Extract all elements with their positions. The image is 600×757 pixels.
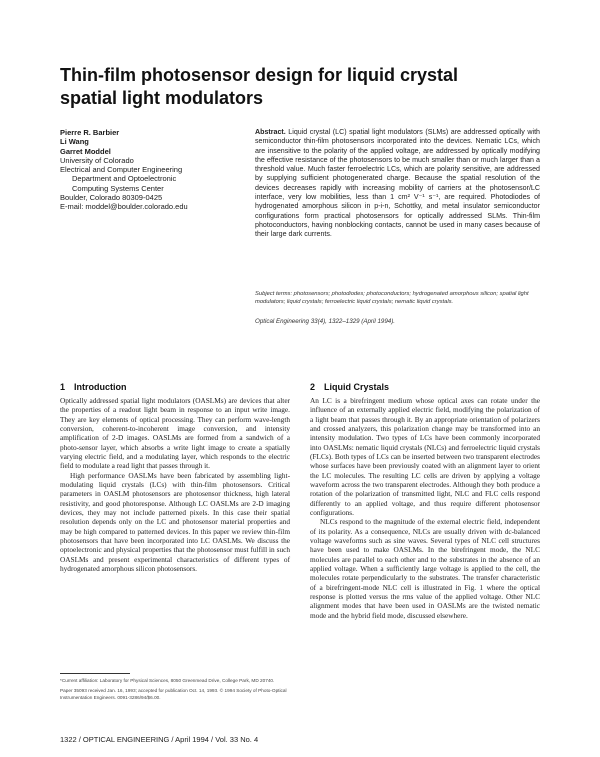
footnote: *Current affiliation: Laboratory for Physical Sciences, 8050 Greenmead Drive, College Park, MD 20740. bbox=[60, 678, 275, 683]
citation: Optical Engineering 33(4), 1322–1329 (April 1994). bbox=[255, 318, 395, 325]
section-title: Liquid Crystals bbox=[324, 382, 390, 392]
page-footer: 1322 / OPTICAL ENGINEERING / April 1994 / Vol. 33 No. 4 bbox=[60, 735, 259, 744]
footnotes bbox=[60, 678, 290, 705]
title-line-2: spatial light modulators bbox=[60, 88, 264, 108]
abstract bbox=[255, 128, 540, 240]
section-number: 2 bbox=[310, 382, 316, 392]
author-name: Pierre R. Barbier bbox=[60, 128, 120, 137]
author-name: Garret Moddel bbox=[60, 146, 111, 156]
title-line-1: Thin-film photosensor design for liquid crystal bbox=[60, 65, 459, 85]
paper-title bbox=[60, 64, 540, 110]
section-number: 1 bbox=[60, 382, 66, 392]
section-2-body bbox=[310, 396, 540, 620]
footnote: Paper 35093 received Jan. 16, 1993; accepted for publication Oct. 14, 1993. © 1994 Society of Photo-Optical Instrumentation Engineers. 0091-3286/94/$6.00. bbox=[60, 688, 287, 700]
abstract-text: Liquid crystal (LC) spatial light modulators (SLMs) are addressed optically with semiconductor thin-film photosensors incorporated into the devices. Nematic LCs, which are insensitive to the polarity of the applied voltage, are addressed by optically modifying the effective resistance of the photosensors to be much smaller than or much larger than a threshold value. Much faster ferroelectric LCs, which are polarity sensitive, are addressed by supplying sufficient photogenerated charge. Because the spatial resolution of the devices decreases rapidly with increasing mobility of carriers at the photosensor/LC interface, very low mobilities, less than 1 cm² V⁻¹ s⁻¹, are required. Photodiodes of hydrogenated amorphous silicon in p-i-n, Schottky, and metal insulator semiconductor configurations form practical photosensors for optically addressed SLMs. Thin-film photoconductors, having nonblocking contacts, cannot be used in many cases because of their large dark currents. bbox=[255, 128, 540, 239]
email-line: E-mail: moddel@boulder.colorado.edu bbox=[60, 202, 188, 212]
paragraph: Optically addressed spatial light modulators (OASLMs) are devices that alter the properties of a readout light beam in response to an input write image. They are key elements of optical processing. They can perform wave-length conversion, coherent-to-incoherent image conversion, and intensity amplification of 2-D images. OASLMs are formed from a sandwich of a photo-sensor layer, which absorbs a write light image to create a spatially varying electric field, and a modulating layer, which responds to the electric field to modulate a read light that passes through it. bbox=[60, 396, 290, 471]
subject-terms: Subject terms: photosensors; photodiodes; photoconductors; hydrogenated amorphous silicon; spatial light modulators; liquid crystals; ferroelectric liquid crystals; nematic liquid crystals. bbox=[255, 291, 529, 306]
author-name: Li Wang bbox=[60, 137, 89, 147]
paragraph: NLCs respond to the magnitude of the external electric field, independent of its polarity. As a consequence, NLCs are usually driven with dc-balanced voltage waveforms such as sine waves. Several types of NLC cell structures have been used to make OASLMs. In the birefringent mode, the NLC molecules are parallel to each other and to the substrates in the absence of an applied voltage. When a sufficiently large voltage is applied to the cell, the molecules rotate perpendicularly to the substrates. The transfer characteristic of a birefringent-mode NLC cell is illustrated in Fig. 1 where the optical response is plotted versus the rms value of the applied voltage. Other NLC alignment modes that have been used in OASLMs are the twisted nematic mode and the hybrid field mode, discussed elsewhere. bbox=[310, 517, 540, 620]
section-2-heading bbox=[310, 382, 389, 392]
paragraph: An LC is a birefringent medium whose optical axes can rotate under the influence of an externally applied electric field, modifying the polarization of a light beam that passes through it. By an appropriate orientation of polarizers and crossed analyzers, this polarization change may be transformed into an intensity modulation. Two types of LCs have been commonly incorporated into OASLMs: nematic liquid crystals (NLCs) and ferroelectric liquid crystals (FLCs). Both types of LCs can be inserted between two transparent electrodes whose surfaces have been previously coated with an alignment layer to orient the LC molecules. The resulting LC cells are driven by applying a voltage waveform across the two transparent electrodes. Although they both produce a rotation of the polarization of transmitted light, NLC and FLC cells respond differently to an applied voltage, and thus require different photosensor configurations. bbox=[310, 396, 540, 517]
paragraph: High performance OASLMs have been fabricated by assembling light-modulating liquid crystals (LCs) with thin-film photosensors. Critical parameters in OASLM photosensors are photosensor thickness, high lateral resistivity, and good photoresponse. Although LC OASLMs are 2-D imaging devices, they may not include patterned pixels. In this case their spatial resolution depends only on the LC and photosensor material properties and may be high compared to patterned devices. In this paper we review thin-film photosensors that have been incorporated into LC OASLMs. We discuss the optoelectronic and physical properties that the photosensor must fulfill in such OASLMs and present experimental characteristics of different types of hydrogenated amorphous silicon photosensors. bbox=[60, 470, 290, 573]
section-1-heading bbox=[60, 382, 127, 392]
affiliation-line: Department and Optoelectronic bbox=[72, 174, 177, 184]
affiliation-line: Electrical and Computer Engineering bbox=[60, 165, 183, 175]
affiliation-line: University of Colorado bbox=[60, 155, 134, 165]
abstract-label: Abstract. bbox=[255, 128, 286, 136]
author-block bbox=[60, 128, 230, 212]
affiliation-line: Boulder, Colorado 80309-0425 bbox=[60, 193, 163, 203]
section-title: Introduction bbox=[74, 382, 127, 392]
affiliation-line: Computing Systems Center bbox=[72, 183, 164, 193]
section-1-body bbox=[60, 396, 290, 573]
footnote-rule bbox=[60, 673, 130, 674]
